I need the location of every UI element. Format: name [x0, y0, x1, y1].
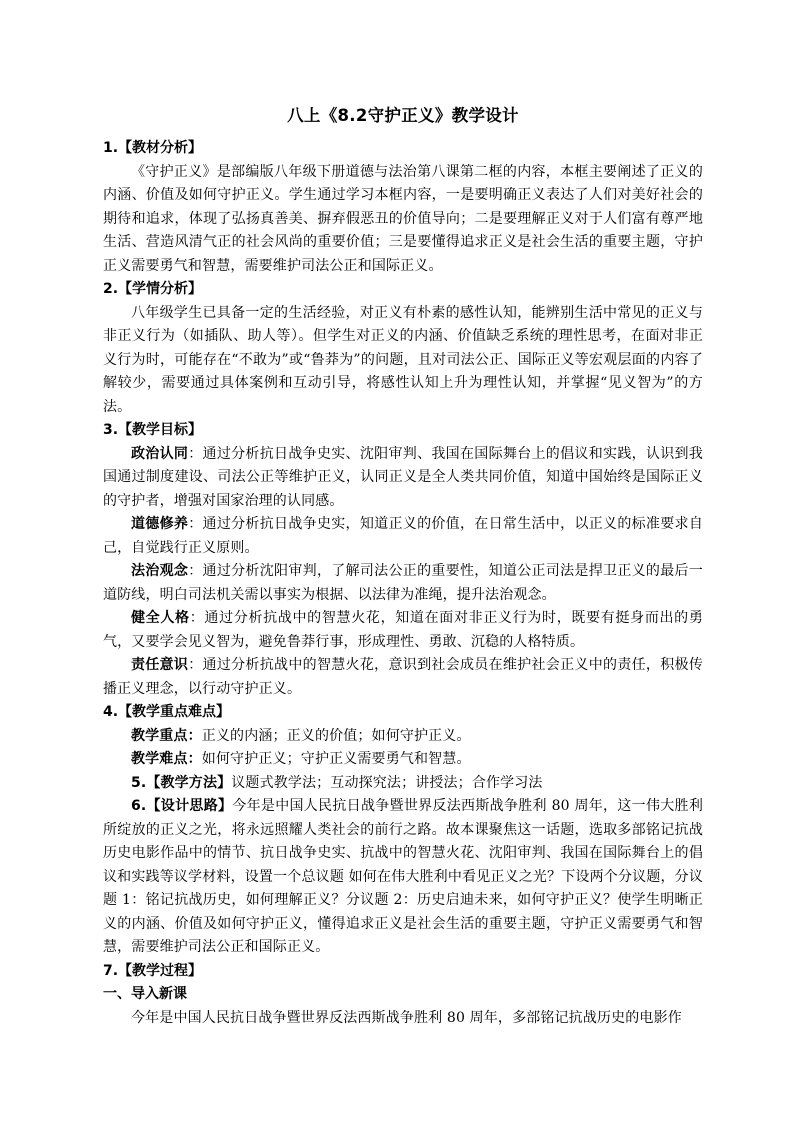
section-heading-design-idea: 6.【设计思路】 — [131, 798, 233, 814]
key-points-text: 正义的内涵；正义的价值；如何守护正义。 — [201, 727, 471, 744]
difficult-points-label: 教学难点： — [131, 751, 202, 767]
section-heading-textbook-analysis: 1.【教材分析】 — [103, 140, 203, 156]
key-points — [103, 725, 703, 749]
goal-sound-personality — [103, 607, 703, 654]
goal-moral-cultivation — [103, 513, 703, 560]
goal-political-identity — [103, 443, 703, 514]
goal-label: 责任意识 — [131, 657, 189, 673]
goal-text: ：通过分析沈阳审判，了解司法公正的重要性，知道公正司法是捍卫正义的最后一道防线，明白司法机关需以事实为根据、以法律为准绳，提升法治观念。 — [103, 563, 703, 603]
goal-text: ：通过分析抗战中的智慧火花，知道在面对非正义行为时，既要有挺身而出的勇气，又要学会见义智为，避免鲁莽行事，形成理性、勇敢、沉稳的人格特质。 — [103, 610, 704, 650]
section-heading-teaching-goals: 3.【教学目标】 — [103, 422, 203, 438]
goal-label: 法治观念 — [131, 563, 189, 579]
goal-text: ：通过分析抗日战争史实，知道正义的价值，在日常生活中，以正义的标准要求自己，自觉践行正义原则。 — [103, 516, 703, 556]
goal-responsibility — [103, 654, 703, 701]
goal-label: 健全人格 — [131, 610, 190, 626]
goal-text: ：通过分析抗战中的智慧火花，意识到社会成员在维护社会正义中的责任，积极传播正义理念，以行动守护正义。 — [103, 657, 703, 697]
section-text-introduction: 今年是中国人民抗日战争暨世界反法西斯战争胜利 80 周年，多部铭记抗战历史的电影作 — [131, 1009, 682, 1026]
section-heading-teaching-process: 7.【教学过程】 — [103, 962, 203, 979]
section-heading-teaching-methods: 5.【教学方法】 — [131, 774, 232, 791]
document-title: 八上《8.2守护正义》教学设计 — [287, 106, 519, 125]
section-heading-key-difficult: 4.【教学重点难点】 — [103, 704, 231, 720]
section-text-teaching-methods: 议题式教学法；互动探究法；讲授法；合作学习法 — [231, 774, 543, 791]
key-points-label: 教学重点： — [131, 727, 202, 744]
difficult-points-text: 如何守护正义；守护正义需要勇气和智慧。 — [201, 751, 471, 767]
design-idea — [103, 795, 703, 960]
section-text-student-analysis: 八年级学生已具备一定的生活经验，对正义有朴素的感性认知，能辨别生活中常见的正义与非正义行为（如插队、助人等）。但学生对正义的内涵、价值缺乏系统的理性思考，在面对非正义行为时，可能存在“不敢为”或“鲁莽为”的问题，且对司法公正、国际正义等宏观层面的内容了解较少，需要通过具体案例和互动引导，将感性认知上升为理性认知，并掌握“见义智为”的方法。 — [103, 304, 703, 415]
sub-heading-introduction: 一、导入新课 — [103, 986, 187, 1002]
goal-label: 道德修养 — [131, 516, 189, 532]
goal-rule-of-law — [103, 560, 703, 607]
section-text-design-idea: 今年是中国人民抗日战争暨世界反法西斯战争胜利 80 周年，这一伟大胜利所绽放的正义之光，将永远照耀人类社会的前行之路。故本课聚焦这一话题，选取多部铭记抗战历史电影作品中的情节、抗日战争史实、抗战中的智慧火花、沈阳审判、我国在国际舞台上的倡议和实践等议学材料，设置一个总议题 如何在伟大胜利中看见正义之光？下设两个分议题，分议题 1：铭记抗战历史，如何理解正义？分议题 2：历史启迪未来，如何守护正义？使学生明晰正义的内涵、价值及如何守护正义，懂得追求正义是社会生活的重要主题，守护正义需要勇气和智慧，需要维护司法公正和国际正义。 — [103, 798, 703, 955]
teaching-methods — [103, 772, 703, 796]
difficult-points — [103, 748, 703, 772]
section-heading-student-analysis: 2.【学情分析】 — [103, 281, 203, 297]
goal-text: ：通过分析抗日战争史实、沈阳审判、我国在国际舞台上的倡议和实践，认识到我国通过制度建设、司法公正等维护正义，认同正义是全人类共同价值，知道中国始终是国际正义的守护者，增强对国家治理的认同感。 — [103, 445, 703, 509]
section-text-textbook-analysis: 《守护正义》是部编版八年级下册道德与法治第八课第二框的内容，本框主要阐述了正义的内涵、价值及如何守护正义。学生通过学习本框内容，一是要明确正义表达了人们对美好社会的期待和追求，体现了弘扬真善美、摒弃假恶丑的价值导向；二是要理解正义对于人们富有尊严地生活、营造风清气正的社会风尚的重要价值；三是要懂得追求正义是社会生活的重要主题，守护正义需要勇气和智慧，需要维护司法公正和国际正义。 — [103, 163, 703, 274]
document-page — [103, 103, 703, 1030]
goal-label: 政治认同 — [131, 445, 189, 462]
